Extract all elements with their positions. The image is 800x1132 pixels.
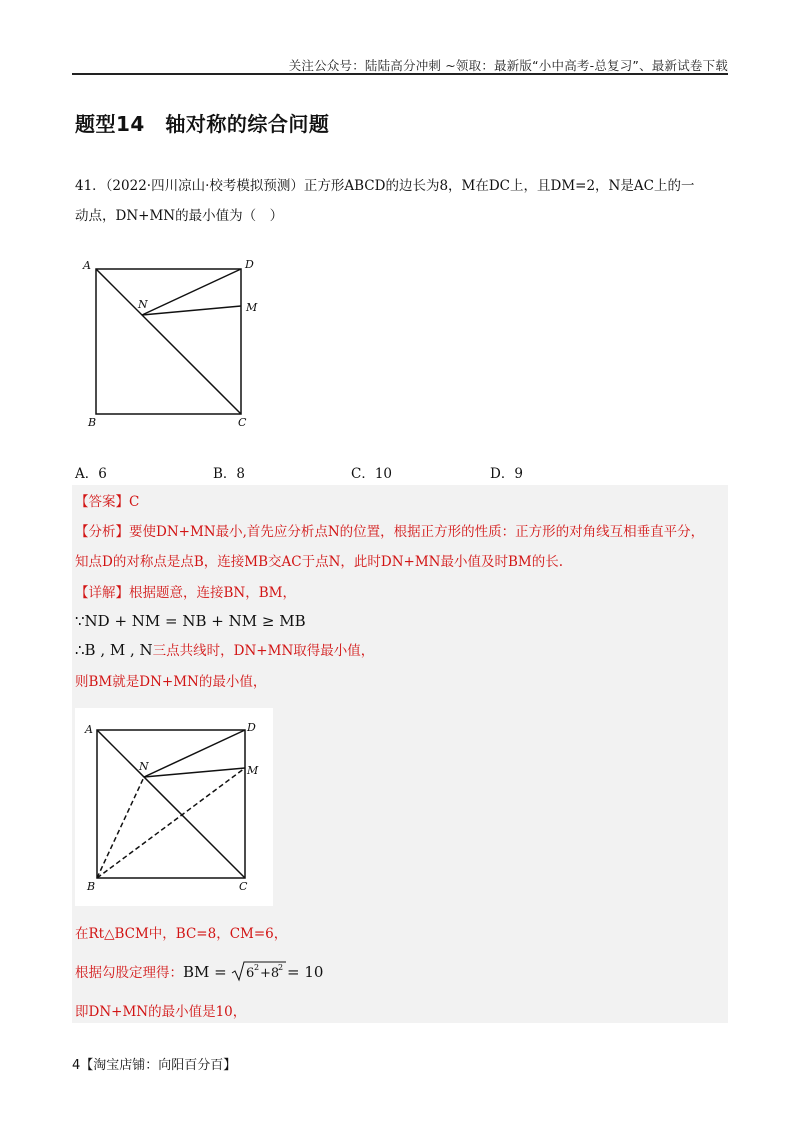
square-figure-1 — [80, 255, 270, 430]
svg-text:6: 6 — [246, 966, 255, 981]
svg-text:2: 2 — [254, 963, 260, 972]
math-line-2 — [75, 640, 374, 661]
header-text: 关注公众号：陆陆高分冲刺 ~领取：最新版“小中高考-总复习”、最新试卷下载 — [288, 58, 728, 73]
diagonal-ac — [96, 269, 241, 414]
math-line-1: ∵ND + NM = NB + NM ≥ MB — [75, 612, 306, 630]
question-line-2: 动点，DN+MN的最小值为（ ） — [75, 208, 284, 224]
label-a: A — [83, 259, 91, 272]
footer-text: 4【淘宝店铺：向阳百分百】 — [72, 1058, 237, 1073]
dashed-bm — [97, 768, 245, 878]
rt-triangle-line: 在Rt△BCM中，BC=8，CM=6， — [75, 926, 288, 942]
analysis-line-2: 知点D的对称点是点B，连接MB交AC于点N，此时DN+MN最小值及时BM的长. — [75, 554, 563, 570]
diagonal-ac-2 — [97, 730, 245, 878]
option-a[interactable]: A．6 — [75, 466, 107, 482]
dashed-bn — [97, 777, 144, 878]
label-n: N — [138, 298, 148, 311]
option-c[interactable]: C．10 — [351, 466, 393, 482]
math-line-2-prefix: ∴B , M , N — [75, 641, 153, 659]
label-m: M — [246, 301, 258, 314]
svg-text:2: 2 — [278, 963, 284, 972]
pythagoras-lhs: BM = — [183, 963, 227, 981]
label-c-2: C — [239, 880, 248, 893]
detail-tag: 【详解】 — [75, 585, 129, 601]
label-d-2: D — [247, 721, 256, 734]
section-title: 题型14 轴对称的综合问题 — [75, 112, 330, 136]
final-line: 即DN+MN的最小值是10， — [75, 1004, 247, 1020]
pythagoras-rhs: = 10 — [287, 963, 324, 981]
math-line-2-text: 三点共线时，DN+MN取得最小值， — [152, 643, 375, 659]
svg-text:+8: +8 — [260, 966, 280, 981]
question-line-1: 41．（2022·四川凉山·校考模拟预测）正方形ABCD的边长为8，M在DC上，且DM=2，N是AC上的一 — [75, 178, 695, 194]
detail-text: 根据题意，连接BN，BM， — [129, 585, 296, 601]
label-b-2: B — [87, 880, 96, 893]
label-d: D — [245, 258, 254, 271]
option-b[interactable]: B．8 — [213, 466, 246, 482]
pythagoras-line — [75, 960, 323, 987]
square-figure-2 — [75, 708, 273, 906]
label-m-2: M — [247, 764, 259, 777]
label-n-2: N — [139, 760, 149, 773]
pythagoras-prefix: 根据勾股定理得： — [75, 965, 183, 981]
then-line: 则BM就是DN+MN的最小值， — [75, 674, 267, 690]
detail-line — [75, 583, 296, 603]
label-a-2: A — [85, 723, 93, 736]
header-rule — [72, 73, 728, 75]
answer-line: 【答案】C — [75, 494, 140, 510]
option-d[interactable]: D．9 — [490, 466, 523, 482]
sqrt-icon — [231, 960, 287, 982]
sqrt-expression — [231, 960, 287, 987]
label-c: C — [238, 416, 247, 429]
label-b: B — [88, 416, 97, 429]
analysis-line-1: 【分析】要使DN+MN最小,首先应分析点N的位置，根据正方形的性质：正方形的对角线互相垂直平分， — [75, 524, 705, 540]
